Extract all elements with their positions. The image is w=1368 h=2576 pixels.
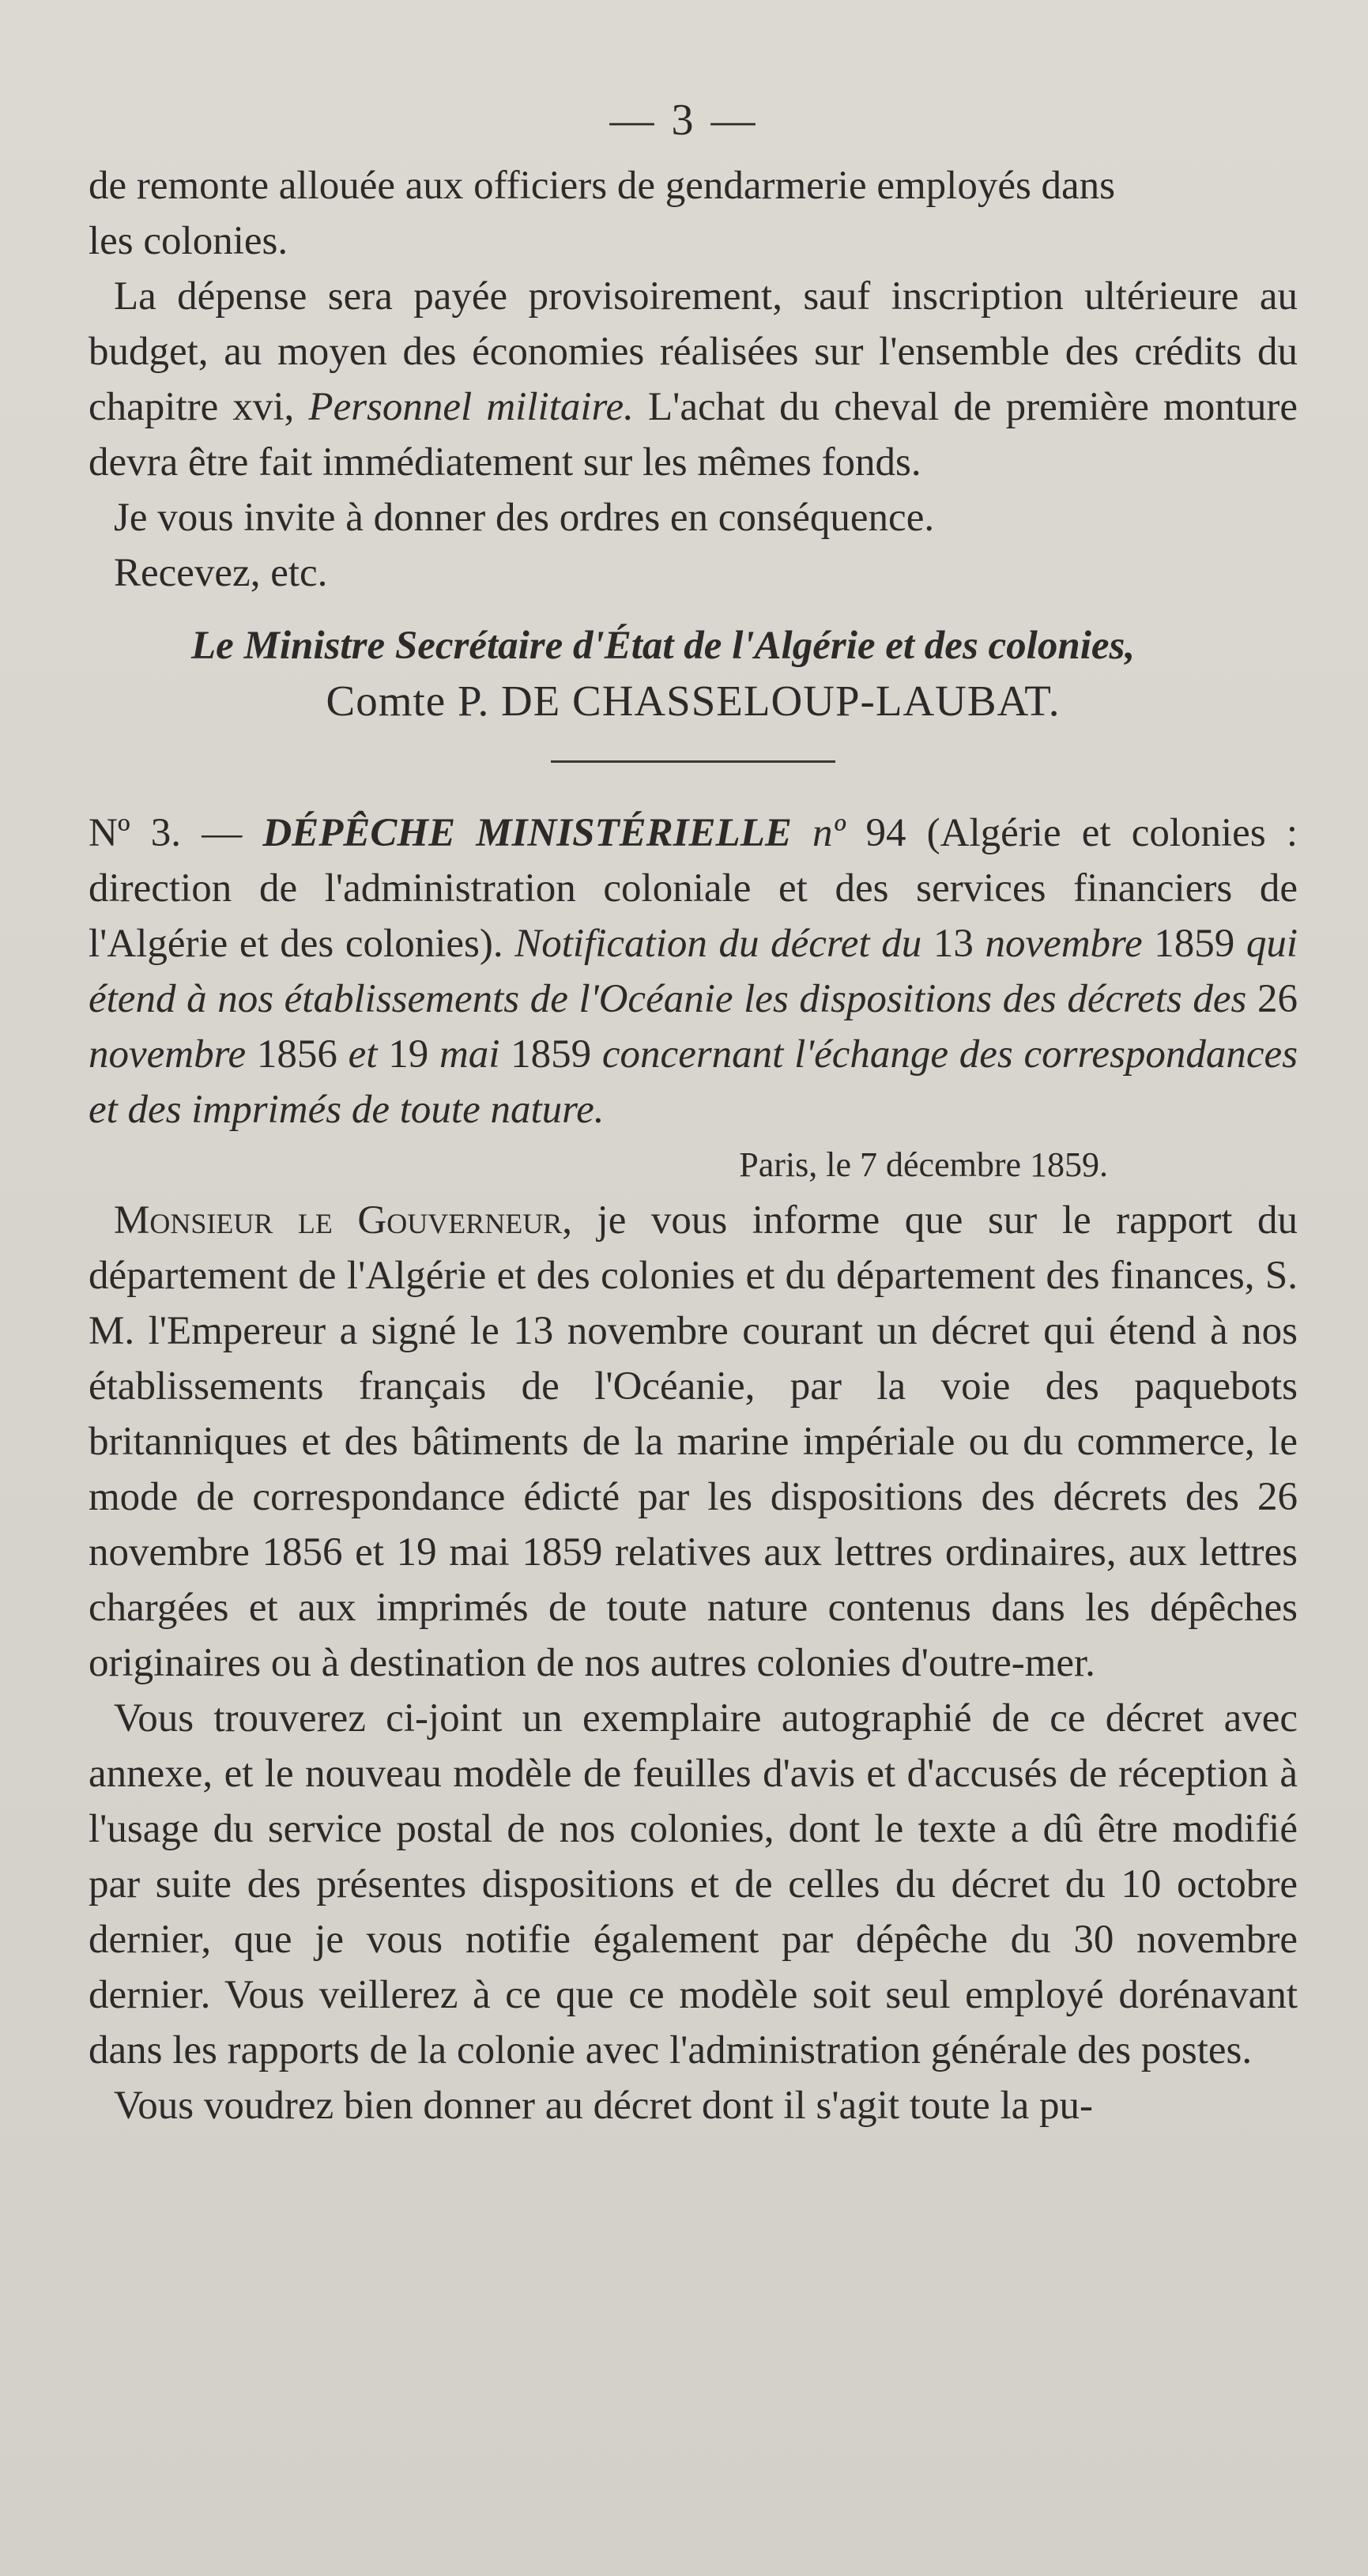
dispatch-rest: 94 (Algérie et colonies : direction de l'administration coloniale et des services financiers de l'Algérie et des colonies). — [89, 811, 1298, 966]
dispatch-no-label: nº — [791, 811, 846, 855]
dispatch-number: Nº 3. — — [89, 811, 263, 855]
paragraph-body-1 — [89, 1193, 1298, 1691]
dispatch-date-1: 13 — [921, 922, 985, 966]
dispatch-subject-3: qui étend à nos établissements de l'Océanie les dispositions des décrets des — [89, 922, 1298, 1021]
page-number: — 3 — — [609, 96, 759, 145]
paragraph-expense-italic: Personnel militaire. — [308, 385, 634, 429]
salutation: Monsieur le Gouverneur — [114, 1198, 563, 1243]
dispatch-date-2: 1859 — [1142, 922, 1246, 966]
paragraph-orders: Je vous invite à donner des ordres en conséquence. — [114, 496, 935, 540]
signature-name: Comte P. DE CHASSELOUP-LAUBAT. — [326, 677, 1061, 725]
paragraph-body-3: Vous voudrez bien donner au décret dont il s'agit toute la pu- — [114, 2084, 1094, 2128]
dispatch-subject-2: novembre — [985, 922, 1143, 966]
intro-line-1: de remonte allouée aux officiers de gendarmerie employés dans — [89, 164, 1116, 208]
dispatch-subject-6: mai — [439, 1032, 500, 1077]
dispatch-subject-1: Notification du décret du — [514, 922, 922, 966]
dispatch-heading — [89, 805, 1298, 1137]
dispatch-subject-7: concernant l'échange des correspondances et des imprimés de toute nature. — [89, 1032, 1298, 1132]
dispatch-date-6: 1859 — [499, 1032, 602, 1077]
text-block-top — [89, 158, 1298, 2133]
section-divider — [551, 760, 835, 763]
dispatch-subject-4: novembre — [89, 1032, 247, 1077]
paragraph-expense-text-b: L'achat du cheval de première monture devra être fait immédiatement sur les mêmes fonds. — [89, 385, 1298, 485]
paragraph-expense — [89, 269, 1298, 490]
dispatch-date-5: 19 — [377, 1032, 439, 1077]
dateline: Paris, le 7 décembre 1859. — [739, 1145, 1108, 1184]
signature-title: Le Ministre Secrétaire d'État de l'Algérie et des colonies, — [191, 624, 1136, 668]
paragraph-body-2: Vous trouverez ci-joint un exemplaire autographié de ce décret avec annexe, et le nouveau modèle de feuilles d'avis et d'accusés de réception à l'usage du service postal de nos colonies, dont le texte a dû être modifié par suite des présentes dispositions et de celles du décret du 10 octobre dernier, que je vous notifie également par dépêche du 30 novembre dernier. Vous veillerez à ce que ce modèle soit seul employé dorénavant dans les rapports de la colonie avec l'administration générale des postes. — [89, 1696, 1298, 2072]
paragraph-body-1-text: , je vous informe que sur le rapport du département de l'Algérie et des colonies et du département des finances, S. M. l'Empereur a signé le 13 novembre courant un décret qui étend à nos établissements français de l'Océanie, par la voie des paquebots britanniques et des bâtiments de la marine impériale ou du commerce, le mode de correspondance édicté par les dispositions des décrets des 26 novembre 1856 et 19 mai 1859 relatives aux lettres ordinaires, aux lettres chargées et aux imprimés de toute nature contenus dans les dépêches originaires ou à destination de nos autres colonies d'outre-mer. — [89, 1198, 1298, 1685]
paragraph-expense-text-a: La dépense sera payée provisoirement, sauf inscription ultérieure au budget, au moyen des économies réalisées sur l'ensemble des crédits du chapitre xvi, — [89, 274, 1298, 429]
dispatch-date-4: 1856 — [246, 1032, 349, 1077]
dispatch-date-3: 26 — [1246, 977, 1298, 1021]
paragraph-closing: Recevez, etc. — [114, 551, 328, 595]
intro-line-2: les colonies. — [89, 219, 288, 263]
dispatch-subject-5: et — [348, 1032, 378, 1077]
dispatch-title: DÉPÊCHE MINISTÉRIELLE — [262, 811, 792, 855]
